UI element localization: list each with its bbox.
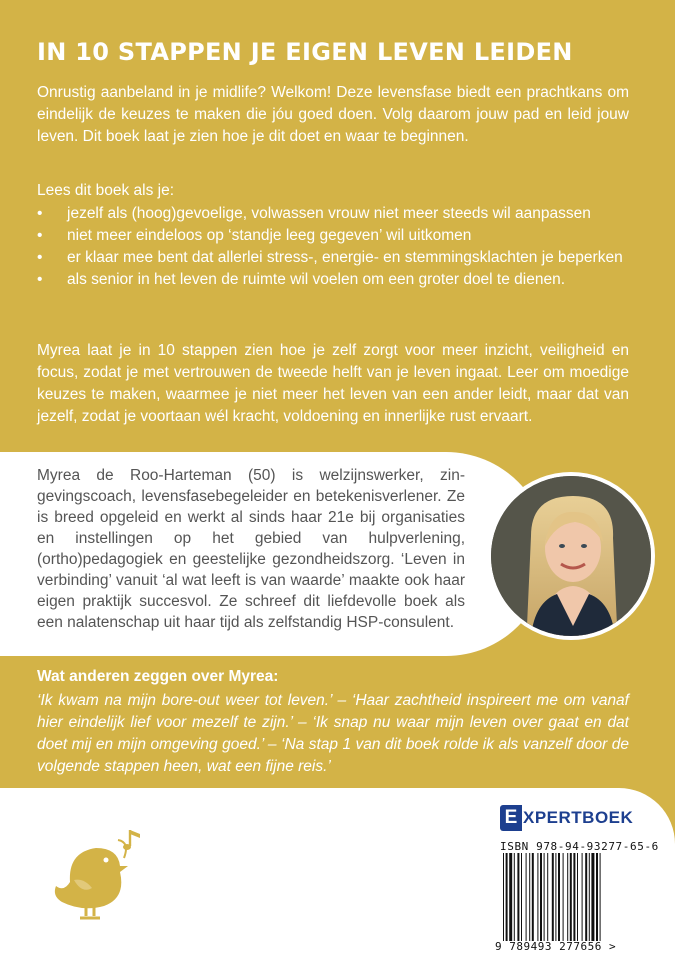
reason-text: als senior in het leven de ruimte wil voelen om een groter doel te dienen. [67,271,566,288]
barcode-bar [596,853,598,941]
barcode-bar [517,853,519,941]
reasons-intro: Lees dit boek als je: [37,182,175,199]
barcode-bar [555,853,556,941]
isbn-label: ISBN 978-94-93277-65-6 [500,840,659,853]
barcode-bar [552,853,554,941]
bird-icon [48,822,160,926]
barcode-bar [600,853,601,941]
barcode-bar [591,853,594,941]
reader-quotes: ‘Ik kwam na mijn bore-out weer tot leven.’ – ‘Haar zachtheid inspireert me om vanaf hier eindelijk lief voor mezelf te zijn.’ – ‘Ik snap nu waar mijn leven over gaat en dat doet mij en mijn omgeving goed.’ – ‘Na stap 1 van dit boek rolde ik als vanzelf door de volgende stappen heen, wat een fijne reis.’ [37,692,629,775]
barcode-bar [544,853,545,941]
reason-item [37,203,629,224]
barcode-bar [521,853,522,941]
intro-paragraph: Onrustig aanbeland in je midlife? Welkom! Deze levensfase biedt een prachtkans om eindelijk de keuzes te maken die jóu goed doen. Volg daarom jouw pad en leid jouw leven. Dit boek laat je zien hoe je dit doet en waar te beginnen. [37,84,629,145]
reasons-list [37,203,629,291]
barcode-bar [503,853,504,941]
quotes-heading: Wat anderen zeggen over Myrea: [37,668,279,685]
barcode-bar [558,853,560,941]
reason-text: niet meer eindeloos op ‘standje leeg gegeven’ wil uitkomen [67,227,472,244]
reason-item [37,247,629,268]
barcode-digits: 9 789493 277656 > [495,940,617,953]
author-bio: Myrea de Roo-Harteman (50) is welzijnswerker, zingevingscoach, levensfasebegeleider en betekenisverlener. Ze is breed opgeleid en werkt al sinds haar 21e bij organisaties en instellingen op het gebied van hulpverlening, (ortho)pedagogiek en geestelijke gezondheidszorg. ‘Leven in verbinding’ vanuit ‘al wat leeft is van waarde’ maakte ook haar eigen praktijk succesvol. Ze schreef dit liefdevolle boek als een nalatenschap uit haar tijd als zelfstandig HSP-consulent. [37,467,465,631]
barcode-bar [537,853,538,941]
barcode-bar [509,853,512,941]
barcode-bar [547,853,548,941]
barcode-bar [582,853,583,941]
barcode-bar [514,853,515,941]
publisher-logo-mark: E [500,805,522,831]
publisher-logo [500,804,633,832]
publisher-logo-text: XPERTBOEK [523,808,634,827]
barcode-bar [589,853,590,941]
barcode-bar [570,853,572,941]
barcode-bar [563,853,564,941]
author-portrait-illustration [491,476,651,636]
author-photo [487,472,655,640]
barcode [503,853,627,945]
back-cover-title: IN 10 STAPPEN JE EIGEN LEVEN LEIDEN [37,38,573,66]
reason-item [37,269,629,290]
reason-item [37,225,629,246]
barcode-bar [577,853,578,941]
barcode-bar [529,853,530,941]
bullet: • [37,249,43,266]
bullet: • [37,227,43,244]
barcode-bar [532,853,534,941]
barcode-bar [573,853,575,941]
summary-paragraph: Myrea laat je in 10 stappen zien hoe je zelf zorgt voor meer inzicht, veiligheid en focus, zodat je met vertrouwen de tweede helft van je leven ingaat. Leer om moedige keuzes te maken, waarmee je niet meer het leven van een ander leidt, maar dat van jezelf, zodat je voortaan wél kracht, voldoening en innerlijke rust ervaart. [37,342,629,425]
barcode-bar [585,853,587,941]
reason-text: er klaar mee bent dat allerlei stress-, energie- en stemmingsklachten je beperken [67,249,623,266]
bullet: • [37,271,43,288]
barcode-bar [506,853,508,941]
bullet: • [37,205,43,222]
barcode-bar [540,853,542,941]
barcode-bar [526,853,527,941]
barcode-bar [567,853,568,941]
reason-text: jezelf als (hoog)gevoelige, volwassen vrouw niet meer steeds wil aanpassen [67,205,591,222]
